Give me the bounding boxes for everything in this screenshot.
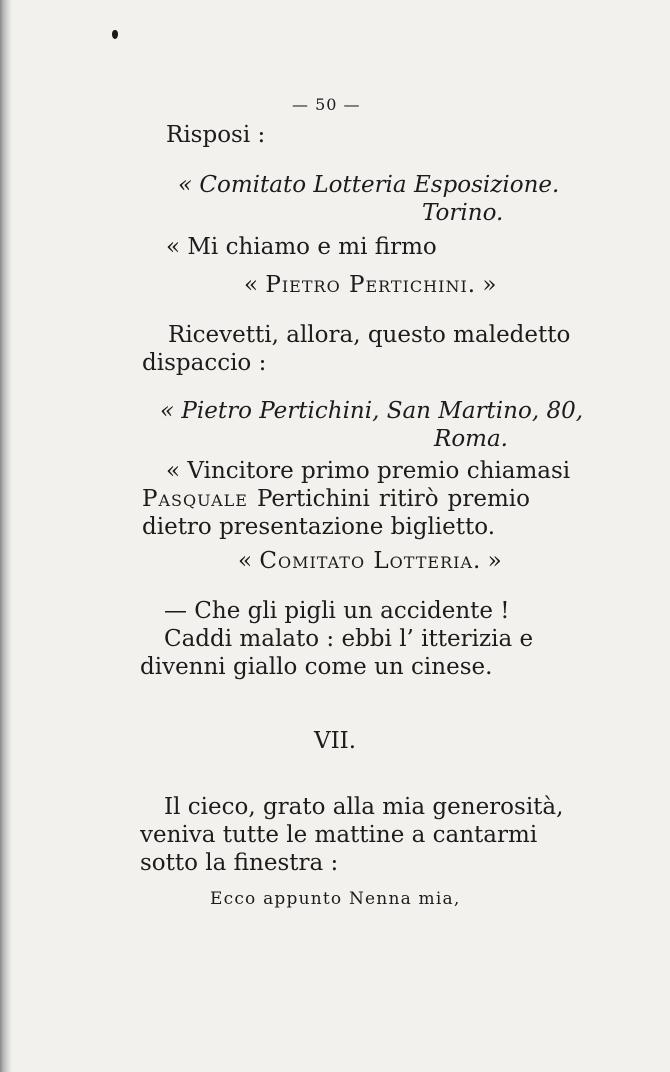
text-line: sotto la finestra :	[140, 850, 339, 876]
text-line: Il cieco, grato alla mia generosità,	[164, 794, 564, 820]
text-line: — Che gli pigli un accidente !	[164, 598, 510, 624]
text-line	[238, 546, 502, 576]
text-line: Caddi malato : ebbi l’ itterizia e	[164, 626, 534, 652]
text-line: dietro presentazione biglietto.	[142, 514, 496, 540]
ink-speck	[112, 30, 118, 39]
verse-line: Ecco appunto Nenna mia,	[210, 889, 461, 909]
text-line: veniva tutte le mattine a cantarmi	[140, 822, 538, 848]
text-line: « Vincitore primo premio chiamasi	[166, 458, 571, 484]
text-line: « Comitato Lotteria Esposizione.	[178, 172, 560, 198]
text-line	[244, 270, 496, 300]
quote-close: . »	[467, 272, 497, 298]
quote-open: «	[244, 272, 266, 298]
text-line: Roma.	[434, 426, 508, 452]
text-line: dispaccio :	[142, 350, 267, 376]
text-line: Ricevetti, allora, questo maledetto	[168, 322, 571, 348]
section-heading: VII.	[313, 728, 357, 754]
quote-open: «	[238, 548, 260, 574]
name-smallcaps: Pasquale	[142, 486, 248, 512]
quote-close: . »	[473, 548, 502, 574]
text-line: Torino.	[422, 200, 504, 226]
signature-name: Comitato Lotteria	[259, 548, 474, 574]
page-number: — 50 —	[292, 95, 361, 114]
text-line: « Pietro Pertichini, San Martino, 80,	[160, 398, 584, 424]
page-binding-edge	[0, 0, 12, 1072]
signature-name: Pietro Pertichini	[265, 272, 468, 298]
text-line: Risposi :	[166, 122, 266, 148]
text-line: divenni giallo come un cinese.	[140, 654, 493, 680]
text-run: Pertichini ritirò premio	[247, 486, 530, 512]
text-line	[142, 484, 530, 514]
text-line: « Mi chiamo e mi firmo	[166, 234, 437, 260]
